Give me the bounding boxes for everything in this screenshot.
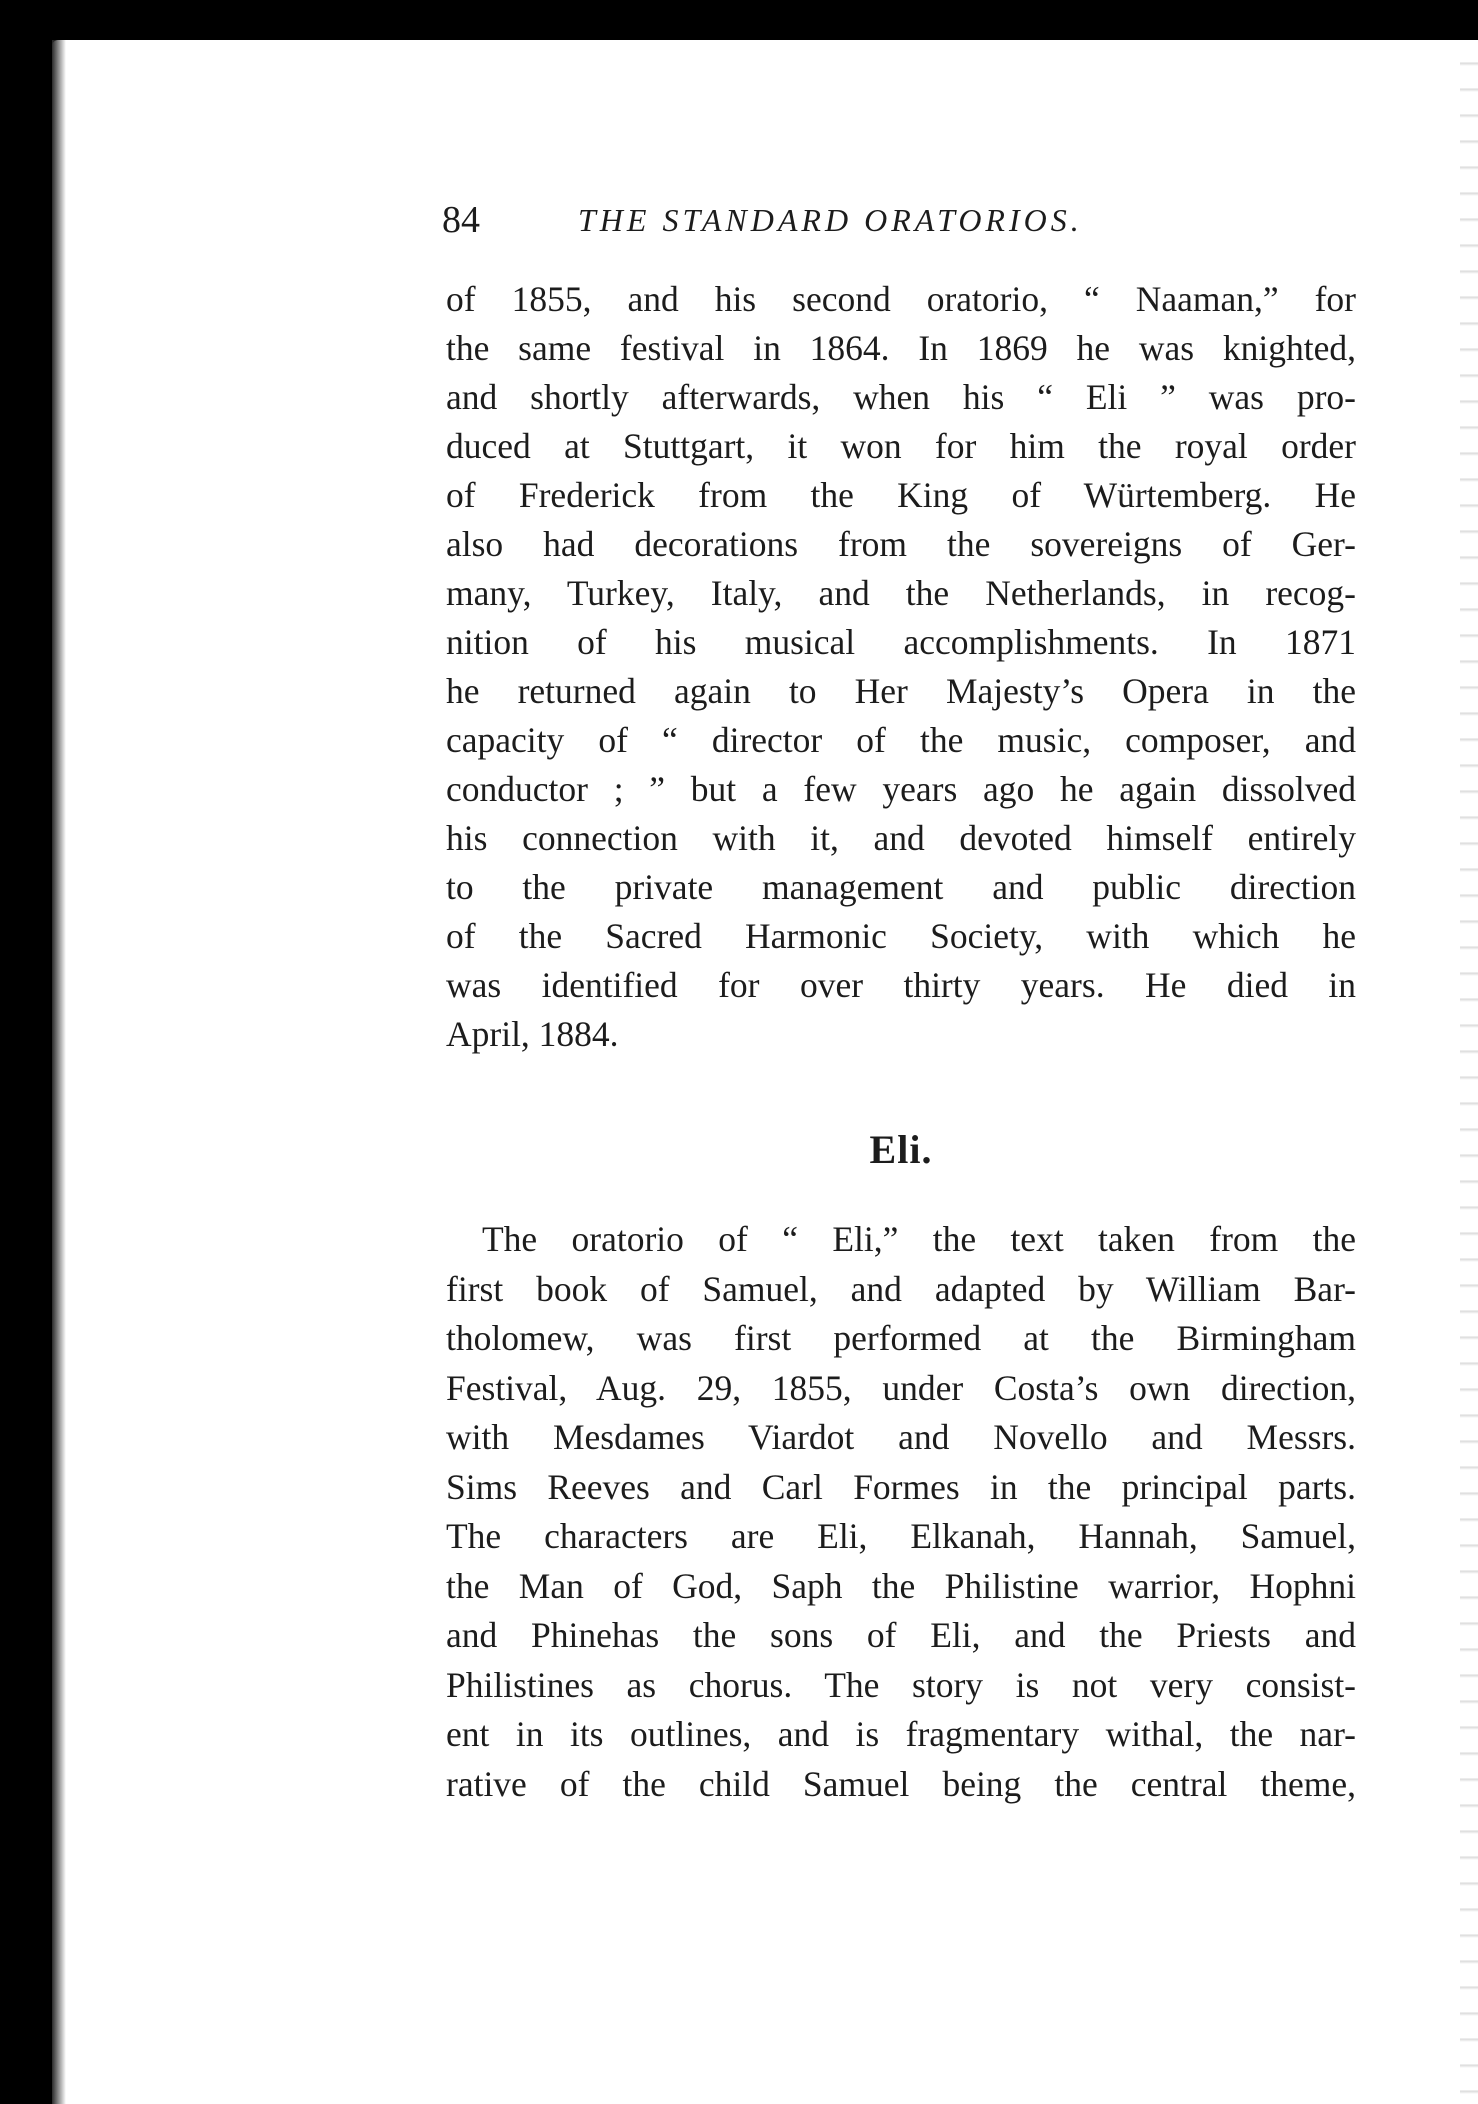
- running-head: THE STANDARD ORATORIOS.: [578, 202, 1083, 238]
- text-line: Festival, Aug. 29, 1855, under Costa’s own direction,: [446, 1367, 1356, 1408]
- text-line: duced at Stuttgart, it won for him the royal order: [446, 426, 1356, 466]
- text-line: and Phinehas the sons of Eli, and the Priests and: [446, 1615, 1356, 1655]
- text-line: his connection with it, and devoted himself entirely: [446, 818, 1356, 858]
- text-line: first book of Samuel, and adapted by William Bar-: [446, 1268, 1356, 1309]
- text-line: to the private management and public direction: [446, 867, 1356, 907]
- text-line: with Mesdames Viardot and Novello and Messrs.: [446, 1417, 1356, 1457]
- page-number: 84: [442, 199, 480, 241]
- page-edge: [1460, 40, 1478, 2104]
- text-line: the same festival in 1864. In 1869 he was knighted,: [446, 328, 1356, 368]
- text-line: rative of the child Samuel being the central theme,: [446, 1763, 1356, 1804]
- text-line: Philistines as chorus. The story is not very consist-: [446, 1664, 1356, 1705]
- text-line: The oratorio of “ Eli,” the text taken from the: [482, 1219, 1356, 1259]
- text-line: tholomew, was first performed at the Birmingham: [446, 1318, 1356, 1358]
- text-line: The characters are Eli, Elkanah, Hannah, Samuel,: [446, 1516, 1356, 1556]
- text-line: many, Turkey, Italy, and the Netherlands, in recog-: [446, 573, 1356, 613]
- text-line: and shortly afterwards, when his “ Eli ” was pro-: [446, 377, 1356, 417]
- text-line: was identified for over thirty years. He died in: [446, 965, 1356, 1005]
- text-line: of Frederick from the King of Würtemberg. He: [446, 475, 1356, 515]
- paragraph-biography: [446, 275, 1356, 1059]
- text-line: also had decorations from the sovereigns of Ger-: [446, 524, 1356, 564]
- text-line: ent in its outlines, and is fragmentary withal, the nar-: [446, 1714, 1356, 1754]
- section-title: Eli.: [869, 1127, 933, 1172]
- text-line: conductor ; ” but a few years ago he again dissolved: [446, 769, 1356, 809]
- page-header: [442, 190, 1362, 250]
- text-line: of the Sacred Harmonic Society, with which he: [446, 916, 1356, 956]
- page-gutter-shadow: [52, 40, 66, 2104]
- text-line: he returned again to Her Majesty’s Opera in the: [446, 671, 1356, 711]
- text-line: of 1855, and his second oratorio, “ Naaman,” for: [446, 279, 1356, 319]
- text-line: Sims Reeves and Carl Formes in the principal parts.: [446, 1466, 1356, 1507]
- text-line: the Man of God, Saph the Philistine warrior, Hophni: [446, 1565, 1356, 1606]
- paragraph-eli: [446, 1215, 1356, 1809]
- text-line: nition of his musical accomplishments. In 1871: [446, 622, 1356, 662]
- text-line: capacity of “ director of the music, composer, and: [446, 720, 1356, 760]
- text-line: April, 1884.: [446, 1014, 619, 1054]
